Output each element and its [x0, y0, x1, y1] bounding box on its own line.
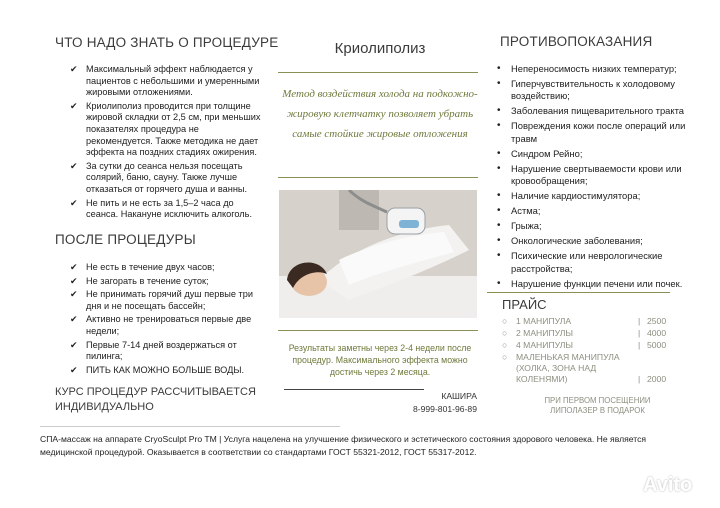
heading-about-procedure: ЧТО НАДО ЗНАТЬ О ПРОЦЕДУРЕ: [55, 35, 279, 50]
bullet-icon: •: [497, 235, 501, 247]
bullet-icon: •: [497, 277, 501, 289]
bullet-icon: •: [497, 78, 501, 89]
list-item: • Заболевания пищеварительного тракта: [497, 105, 684, 117]
procedure-illustration: [279, 190, 477, 318]
price-value: 2500: [647, 316, 667, 326]
list-item: ✔ Активно не тренироваться первые две недели;: [70, 314, 252, 336]
price-value: 5000: [647, 340, 667, 350]
bullet-icon: •: [497, 147, 501, 159]
price-divider: [487, 292, 670, 293]
photo-divider: [278, 330, 478, 331]
bullet-icon: •: [497, 220, 501, 232]
after-list: [68, 262, 268, 378]
list-item: • Астма;: [497, 205, 541, 217]
results-text: Результаты заметны через 2-4 недели после процедур. Максимального эффекта можно достичь через 2 месяца.: [288, 343, 472, 377]
list-item: ✔ Не есть в течение двух часов;: [70, 262, 215, 272]
bullet-icon: •: [497, 120, 501, 132]
list-item: • Онкологические заболевания;: [497, 235, 643, 247]
list-item: • Психические или неврологические расстройства;: [497, 250, 663, 274]
lead-text: Метод воздействия холода на подкожно-жировую клетчатку позволяет убрать самые стойкие жировые отложения: [282, 88, 478, 140]
footer-divider: [40, 426, 340, 427]
list-item: • Нарушение свертываемости крови или кровообращения;: [497, 162, 682, 187]
page-title: Криолиполиз: [334, 40, 426, 57]
check-icon: ✔: [70, 364, 78, 375]
bullet-icon: •: [497, 250, 501, 262]
title-divider: [278, 72, 478, 73]
radio-icon: ○: [502, 352, 508, 362]
list-item: • Наличие кардиостимулятора;: [497, 190, 641, 202]
radio-icon: ○: [502, 328, 508, 338]
heading-contraindications: ПРОТИВОПОКАЗАНИЯ: [500, 34, 653, 49]
bullet-icon: •: [497, 105, 501, 117]
list-item: ✔ За сутки до сеанса нельзя посещать солярий, баню, сауну. Также лучше отказаться от горячего душа и ванны.: [70, 160, 248, 194]
price-value: 4000: [647, 328, 667, 338]
heading-after-procedure: ПОСЛЕ ПРОЦЕДУРЫ: [55, 232, 196, 247]
list-item: ✔ Максимальный эффект наблюдается у пациентов с небольшими и умеренными жировыми отложениями.: [70, 64, 260, 98]
list-item: • Непереносимость низких температур;: [497, 63, 677, 74]
check-icon: ✔: [70, 275, 78, 286]
city-label: КАШИРА: [441, 391, 477, 401]
course-note: КУРС ПРОЦЕДУР РАССЧИТЫВАЕТСЯ ИНДИВИДУАЛЬНО: [55, 386, 256, 413]
contraindications-list: [495, 63, 695, 293]
radio-icon: ○: [502, 340, 508, 350]
list-item: ✔ Не пить и не есть за 1,5–2 часа до сеанса. Накануне исключить алкоголь.: [70, 197, 252, 220]
phone-number: 8-999-801-96-89: [412, 404, 477, 414]
list-item: • Грыжа;: [497, 220, 542, 232]
list-item: • Повреждения кожи после операций или травм: [497, 120, 686, 144]
check-icon: ✔: [70, 289, 78, 300]
contact-divider: [284, 389, 424, 390]
bullet-icon: •: [497, 205, 501, 217]
avito-wordmark: Avito: [643, 474, 693, 496]
check-icon: ✔: [70, 100, 78, 111]
price-title: ПРАЙС: [502, 297, 547, 312]
radio-icon: ○: [502, 316, 508, 326]
check-icon: ✔: [70, 314, 78, 325]
list-item: • Синдром Рейно;: [497, 147, 583, 159]
check-icon: ✔: [70, 64, 78, 74]
bullet-icon: •: [497, 190, 501, 202]
procedure-photo: [279, 190, 477, 318]
lead-divider: [278, 177, 478, 178]
avito-logo-icon: [612, 472, 640, 500]
bullet-icon: •: [497, 162, 501, 174]
gift-note: ПРИ ПЕРВОМ ПОСЕЩЕНИИ ЛИПОЛАЗЕР В ПОДАРОК: [544, 396, 651, 415]
list-item: ✔ ПИТЬ КАК МОЖНО БОЛЬШЕ ВОДЫ.: [70, 364, 245, 375]
check-icon: ✔: [70, 197, 78, 208]
list-item: ✔ Криолиполиз проводится при толщине жировой складки от 2,5 см, при меньших показателях процедура не рекомендуется. Также методика не дает эффекта на поздних стадиях ожирения.: [70, 100, 261, 158]
list-item: ✔ Первые 7-14 дней воздержаться от пилинга;: [70, 339, 237, 362]
price-value: 2000: [647, 374, 667, 384]
list-item: • Гиперчувствительность к холодовому воздействию;: [497, 78, 675, 102]
about-list: [68, 64, 268, 223]
check-icon: ✔: [70, 160, 78, 171]
bullet-icon: •: [497, 63, 501, 74]
list-item: • Нарушение функции печени или почек.: [497, 277, 683, 289]
check-icon: ✔: [70, 339, 78, 350]
footer-disclaimer: СПА-массаж на аппарате CryoSculpt Pro TM | Услуга нацелена на улучшение физического и эстетического состояния здорового человека. Не является медицинской процедурой. Оказывается в соответствии со стандартами ГОСТ 55321-2012, ГОСТ 55317-2012.: [40, 434, 647, 457]
list-item: ✔ Не загорать в течение суток;: [70, 275, 209, 286]
check-icon: ✔: [70, 262, 78, 272]
avito-watermark: [612, 470, 712, 502]
list-item: ✔ Не принимать горячий душ первые три дня и не посещать бассейн;: [70, 289, 254, 311]
